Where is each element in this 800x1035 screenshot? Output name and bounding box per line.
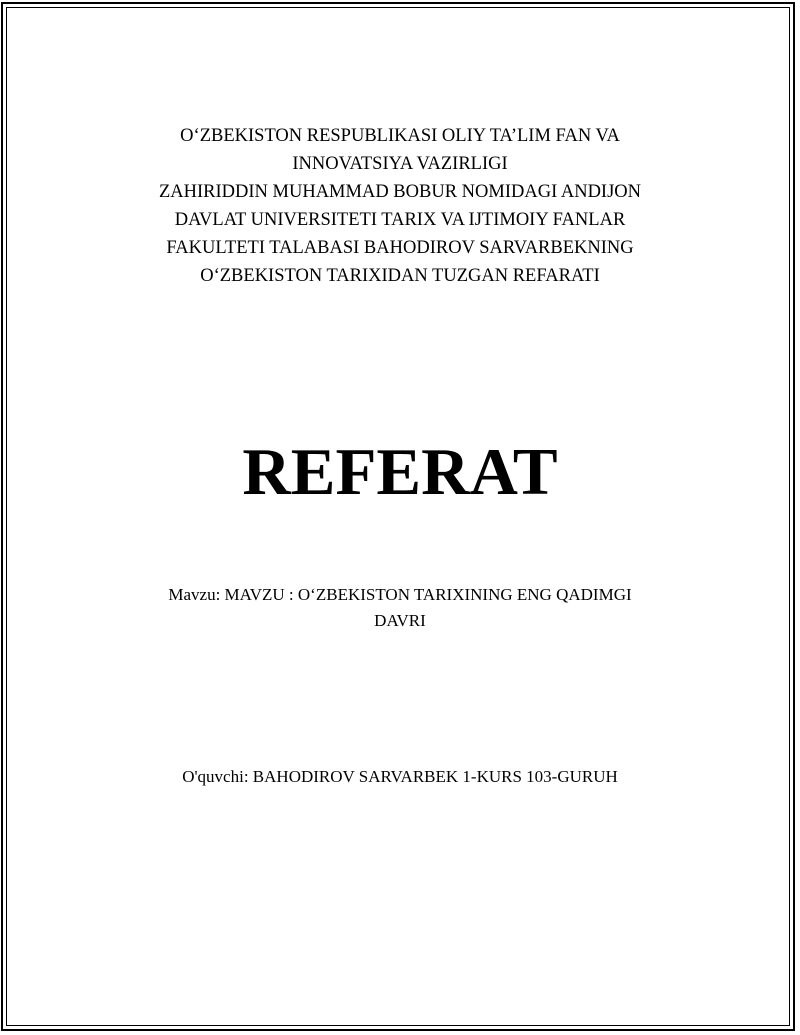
document-title: REFERAT	[242, 435, 558, 509]
header-line: FAKULTETI TALABASI BAHODIROV SARVARBEKNING	[166, 238, 634, 258]
header-line: ZAHIRIDDIN MUHAMMAD BOBUR NOMIDAGI ANDIJON	[158, 182, 642, 202]
topic-block	[120, 582, 680, 634]
header-line: O‘ZBEKISTON RESPUBLIKASI OLIY TA’LIM FAN VA	[180, 126, 620, 146]
header-line: DAVLAT UNIVERSITETI TARIX VA IJTIMOIY FANLAR	[174, 210, 626, 230]
topic-line: DAVRI	[374, 611, 426, 630]
header-line: O‘ZBEKISTON TARIXIDAN TUZGAN REFARATI	[200, 266, 600, 286]
topic-line: Mavzu: MAVZU : O‘ZBEKISTON TARIXINING ENG QADIMGI	[168, 585, 632, 604]
student-info: O'quvchi: BAHODIROV SARVARBEK 1-KURS 103-GURUH	[182, 767, 618, 786]
institution-header	[100, 122, 700, 290]
header-line: INNOVATSIYA VAZIRLIGI	[292, 154, 508, 174]
